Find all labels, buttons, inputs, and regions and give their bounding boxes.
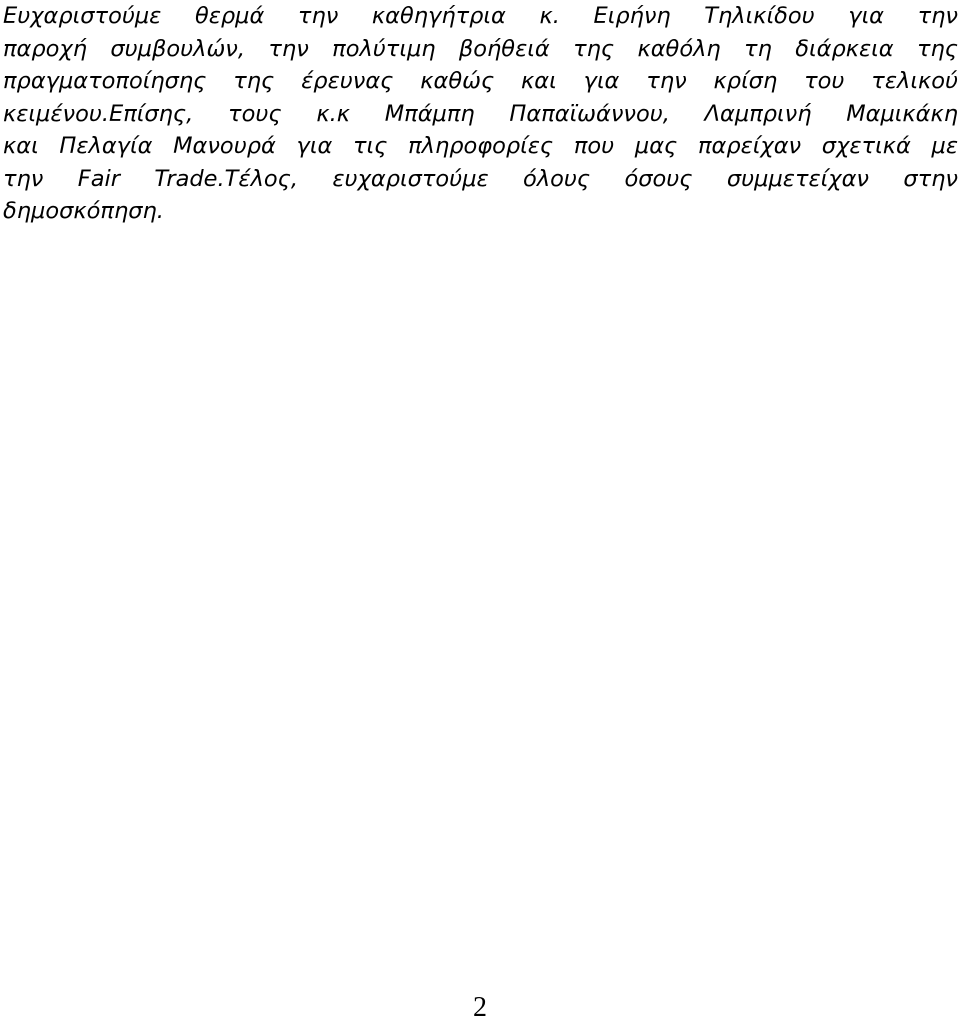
acknowledgement-line-7: δημοσκόπηση. bbox=[3, 198, 164, 224]
acknowledgement-line-6: την Fair Trade.Τέλος, ευχαριστούμε όλους όσους συμμετείχαν στην bbox=[3, 165, 958, 192]
acknowledgement-line-3: πραγματοποίησης της έρευνας καθώς και για την κρίση του τελικού bbox=[3, 68, 958, 94]
page-number: 2 bbox=[473, 992, 487, 1023]
acknowledgement-line-1: Ευχαριστούμε θερμά την καθηγήτρια κ. Ειρήνη Τηλικίδου για την bbox=[3, 3, 958, 29]
acknowledgement-paragraph bbox=[3, 0, 958, 228]
acknowledgement-line-2: παροχή συμβουλών, την πολύτιμη βοήθειά της καθόλη τη διάρκεια της bbox=[3, 35, 958, 62]
acknowledgement-line-5: και Πελαγία Μανουρά για τις πληροφορίες που μας παρείχαν σχετικά με bbox=[3, 133, 958, 159]
acknowledgement-line-4: κειμένου.Επίσης, τους κ.κ Μπάμπη Παπαϊωάννου, Λαμπρινή Μαμικάκη bbox=[3, 100, 958, 127]
